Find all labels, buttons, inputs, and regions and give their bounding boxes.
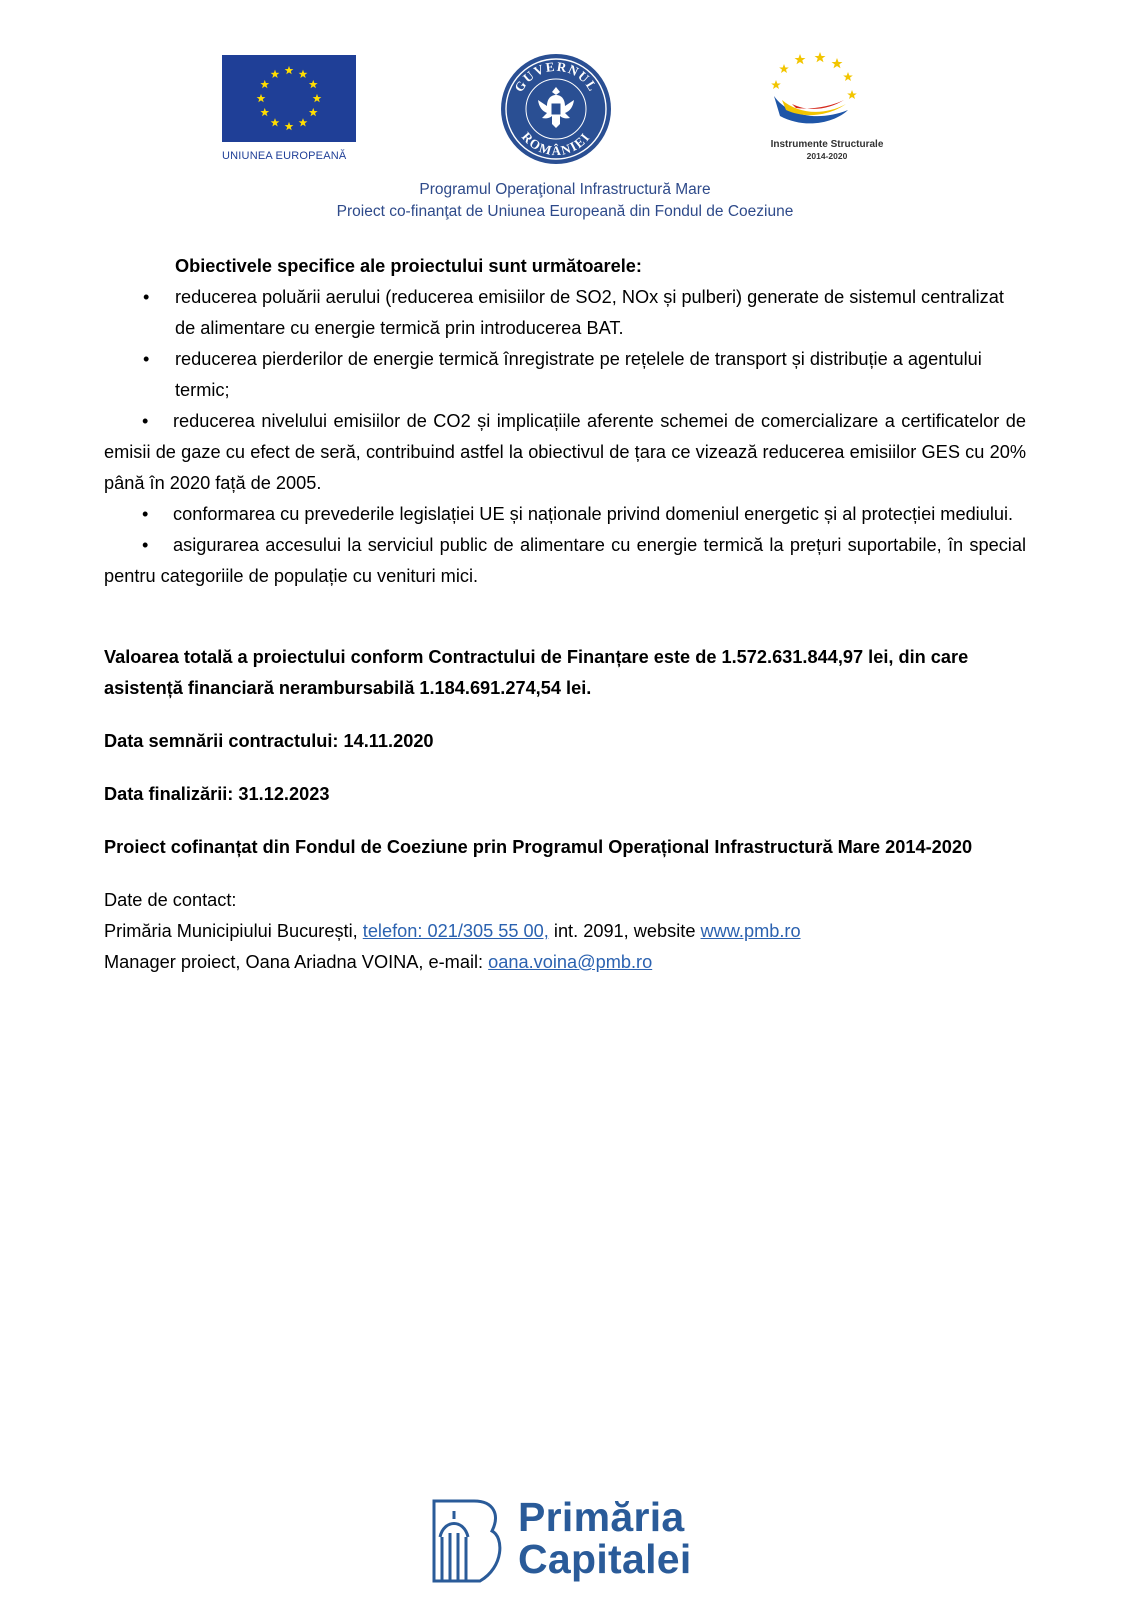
primaria-capitalei-logo [430, 1494, 720, 1587]
program-header [0, 179, 1130, 223]
bullet-icon: • [142, 411, 149, 431]
structural-instruments-logo [762, 50, 892, 162]
phone-link[interactable]: telefon: 021/305 55 00, [362, 921, 549, 941]
program-line-2: Proiect co-finanţat de Uniunea Europeană din Fondul de Coeziune [336, 203, 794, 220]
email-link[interactable]: oana.voina@pmb.ro [488, 952, 653, 972]
contact-line-institution [104, 916, 1026, 947]
signing-date: Data semnării contractului: 14.11.2020 [104, 731, 434, 751]
contact-manager: Manager proiect, Oana Ariadna VOINA, e-mail: [104, 952, 489, 972]
structural-instruments-caption: Instrumente Structurale [770, 139, 884, 150]
objective-item [104, 344, 1026, 406]
objective-text: conformarea cu prevederile legislației UE și naționale privind domeniul energetic și al protecției mediului. [173, 504, 1014, 524]
objective-text: reducerea poluării aerului (reducerea emisiilor de SO2, NOx și pulberi) generate de sistemul centralizat de alimentare cu energie termică prin introducerea BAT. [175, 287, 1004, 338]
objective-text: asigurarea accesului la serviciul public de alimentare cu energie termică la prețuri suportabile, în special pentru categoriile de populație cu venituri mici. [104, 535, 1026, 586]
logo-line-1: Primăria [518, 1494, 685, 1540]
bullet-icon: • [142, 504, 149, 524]
document-body [104, 251, 1026, 978]
objective-text: reducerea nivelului emisiilor de CO2 și implicațiile aferente schemei de comercializare a certificatelor de emisii de gaze cu efect de seră, contribuind astfel la obiectivul de țara ce vizează reducerea emisiilor GES cu 20% până în 2020 față de 2005. [104, 411, 1026, 493]
objective-item [104, 406, 1026, 499]
structural-instruments-years: 2014-2020 [806, 151, 848, 161]
contact-block [104, 885, 1026, 978]
program-line-1: Programul Operaţional Infrastructură Mare [419, 181, 711, 198]
primaria-emblem-icon [430, 1497, 508, 1585]
project-value: Valoarea totală a proiectului conform Contractului de Finanțare este de 1.572.631.844,97 lei, din care asistență financiară nerambursabilă 1.184.691.274,54 lei. [104, 647, 969, 698]
bullet-icon: • [143, 349, 150, 369]
contact-line-manager [104, 947, 1026, 978]
completion-date: Data finalizării: 31.12.2023 [104, 784, 330, 804]
objectives-heading: Obiectivele specifice ale proiectului sunt următoarele: [175, 256, 642, 276]
website-link[interactable]: www.pmb.ro [700, 921, 801, 941]
eu-logo [222, 55, 356, 162]
bullet-icon: • [142, 535, 149, 555]
objective-item [104, 499, 1026, 530]
contact-institution: Primăria Municipiului București, [104, 921, 363, 941]
government-seal-icon [500, 53, 612, 165]
gov-text-top: GUVERNUL [511, 58, 601, 95]
objective-item [104, 282, 1026, 344]
eu-flag-icon [222, 55, 356, 142]
objective-item [104, 530, 1026, 592]
government-logo [500, 53, 612, 165]
contact-heading: Date de contact: [104, 890, 237, 910]
gov-text-bottom: ROMÂNIEI [518, 128, 594, 159]
contact-extension: int. 2091, website [548, 921, 701, 941]
eu-caption: UNIUNEA EUROPEANĂ [222, 150, 347, 162]
bullet-icon: • [143, 287, 150, 307]
structural-instruments-icon [762, 50, 892, 138]
objective-text: reducerea pierderilor de energie termică înregistrate pe rețelele de transport și distribuție a agentului termic; [175, 349, 982, 400]
logo-line-2: Capitalei [518, 1536, 692, 1582]
cofinance-statement: Proiect cofinanțat din Fondul de Coeziune prin Programul Operațional Infrastructură Mare 2014-2020 [104, 837, 973, 857]
